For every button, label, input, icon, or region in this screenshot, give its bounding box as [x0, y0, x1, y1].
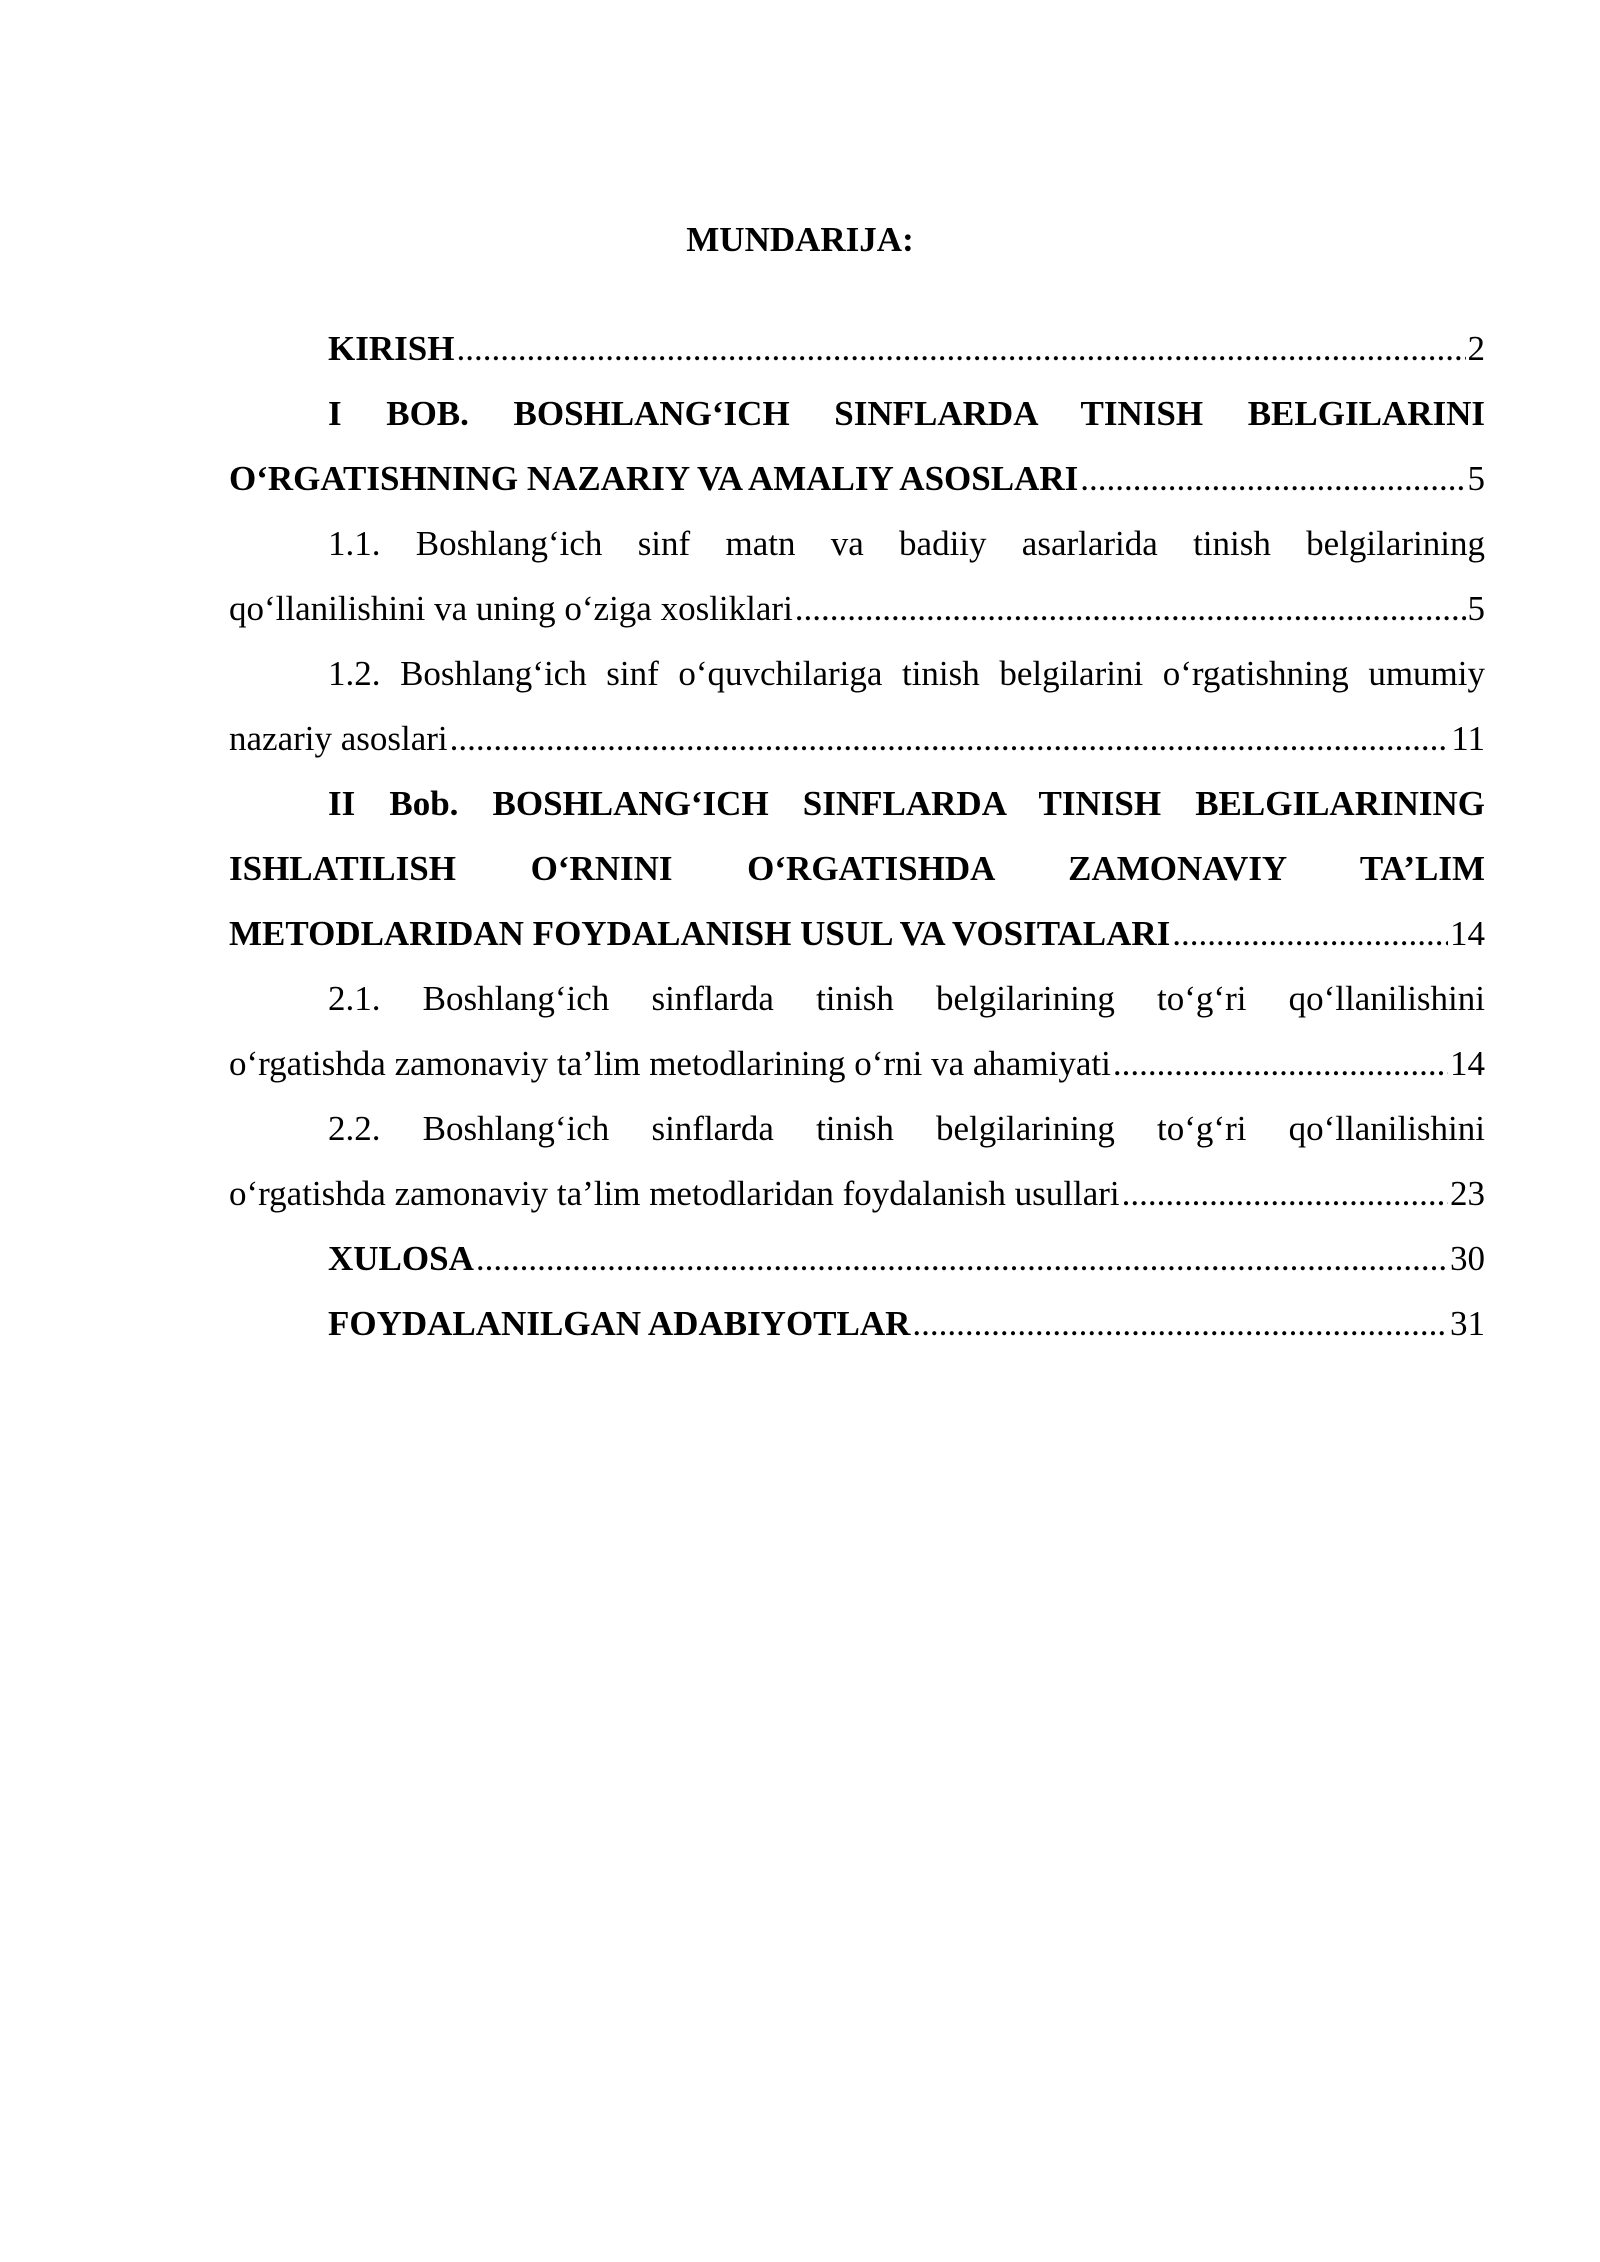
toc-entry-line — [229, 641, 1485, 706]
toc-entry-line — [229, 1291, 1485, 1356]
dot-leader — [912, 1291, 1448, 1356]
toc-page-number: 31 — [1450, 1304, 1485, 1343]
toc-entry-line — [229, 966, 1485, 1031]
toc-entry-line — [229, 901, 1485, 966]
dot-leader — [1122, 1161, 1448, 1226]
toc-entry[interactable] — [229, 1226, 1485, 1291]
toc-page-number: 30 — [1450, 1239, 1485, 1278]
toc-entry-text: o‘rgatishda zamonaviy ta’lim metodlaridan foydalanish usullari — [229, 1174, 1120, 1213]
toc-entry-text: O‘RGATISHNING NAZARIY VA AMALIY ASOSLARI — [229, 459, 1079, 498]
toc-entry[interactable] — [229, 316, 1485, 381]
toc-entry-text: 1.1. Boshlang‘ich sinf matn va badiiy asarlarida tinish belgilarining — [328, 524, 1485, 563]
dot-leader — [1172, 901, 1448, 966]
toc-entry-line — [229, 836, 1485, 901]
dot-leader — [450, 706, 1450, 771]
toc-entry-line — [229, 771, 1485, 836]
toc-entry-line — [229, 1226, 1485, 1291]
toc-entry-text: KIRISH — [328, 329, 455, 368]
toc-page-number: 14 — [1450, 914, 1485, 953]
toc-entry-text: II Bob. BOSHLANG‘ICH SINFLARDA TINISH BELGILARINING — [328, 784, 1485, 823]
toc-entry-text: METODLARIDAN FOYDALANISH USUL VA VOSITALARI — [229, 914, 1171, 953]
toc-entry-text: qo‘llanilishini va uning o‘ziga xosliklari — [229, 589, 793, 628]
dot-leader — [795, 576, 1466, 641]
toc-entry-text: 1.2. Boshlang‘ich sinf o‘quvchilariga tinish belgilarini o‘rgatishning umumiy — [328, 654, 1485, 693]
toc-entry-text: I BOB. BOSHLANG‘ICH SINFLARDA TINISH BELGILARINI — [328, 394, 1485, 433]
dot-leader — [456, 316, 1465, 381]
toc-page-number: 5 — [1467, 589, 1485, 628]
toc-entry[interactable] — [229, 381, 1485, 511]
toc-page-number: 5 — [1467, 459, 1485, 498]
toc-entry[interactable] — [229, 771, 1485, 966]
toc-entry-text: 2.2. Boshlang‘ich sinflarda tinish belgilarining to‘g‘ri qo‘llanilishini — [328, 1109, 1485, 1148]
toc-page-number: 14 — [1450, 1044, 1485, 1083]
toc-page-number: 2 — [1467, 329, 1485, 368]
toc-entry-text: nazariy asoslari — [229, 719, 448, 758]
toc-entry-line — [229, 446, 1485, 511]
table-of-contents — [229, 316, 1485, 1356]
toc-entry[interactable] — [229, 1096, 1485, 1226]
toc-entry-line — [229, 706, 1485, 771]
toc-page-number: 11 — [1451, 719, 1485, 758]
dot-leader — [1080, 446, 1465, 511]
toc-entry[interactable] — [229, 1291, 1485, 1356]
toc-entry-line — [229, 1096, 1485, 1161]
toc-entry-line — [229, 1031, 1485, 1096]
dot-leader — [476, 1226, 1448, 1291]
toc-entry-text: o‘rgatishda zamonaviy ta’lim metodlarining o‘rni va ahamiyati — [229, 1044, 1111, 1083]
toc-entry-line — [229, 576, 1485, 641]
dot-leader — [1113, 1031, 1448, 1096]
toc-entry-text: 2.1. Boshlang‘ich sinflarda tinish belgilarining to‘g‘ri qo‘llanilishini — [328, 979, 1485, 1018]
toc-entry-text: XULOSA — [328, 1239, 474, 1278]
toc-entry[interactable] — [229, 966, 1485, 1096]
toc-entry-line — [229, 1161, 1485, 1226]
toc-entry-text: FOYDALANILGAN ADABIYOTLAR — [328, 1304, 911, 1343]
toc-entry-line — [229, 511, 1485, 576]
toc-entry-line — [229, 316, 1485, 381]
page-title: MUNDARIJA: — [686, 220, 914, 259]
toc-entry[interactable] — [229, 511, 1485, 641]
toc-entry[interactable] — [229, 641, 1485, 771]
toc-page-number: 23 — [1450, 1174, 1485, 1213]
toc-entry-line — [229, 381, 1485, 446]
toc-entry-text: ISHLATILISH O‘RNINI O‘RGATISHDA ZAMONAVIY TA’LIM — [229, 849, 1485, 888]
